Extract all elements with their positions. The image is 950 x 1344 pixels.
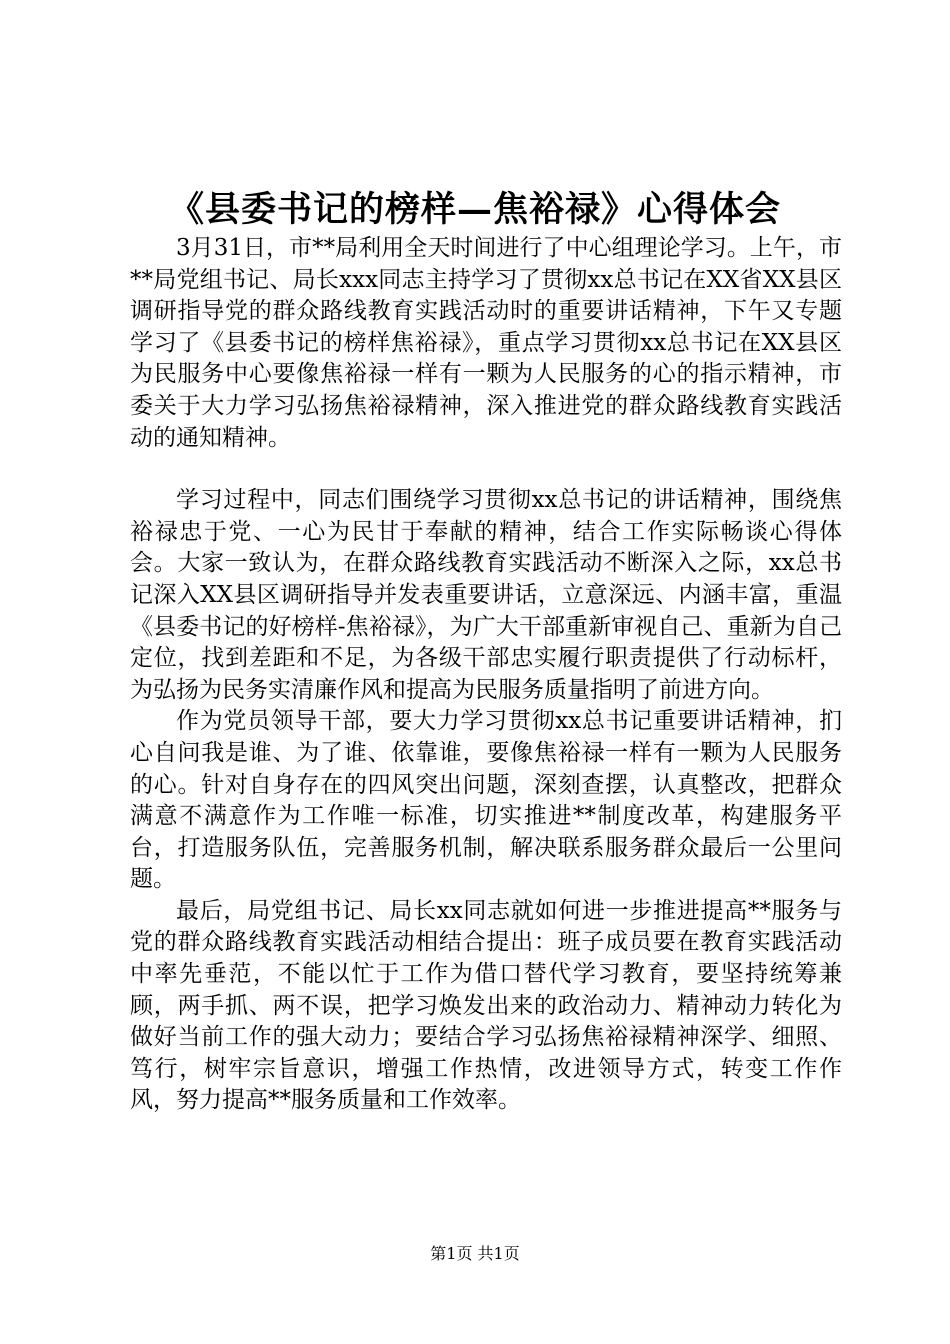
paragraph-4: 最后，局党组书记、局长xx同志就如何进一步推进提高**服务与党的群众路线教育实践活动相结合提出：班子成员要在教育实践活动中率先垂范，不能以忙于工作为借口替代学习教育，要坚持统筹兼顾，两手抓、两不误，把学习焕发出来的政治动力、精神动力转化为做好当前工作的强大动力；要结合学习弘扬焦裕禄精神深学、细照、笃行，树牢宗旨意识，增强工作热情，改进领导方式，转变工作作风，努力提高**服务质量和工作效率。	[130, 897, 842, 1114]
paragraph-1: 3月31日，市**局利用全天时间进行了中心组理论学习。上午，市**局党组书记、局长xxx同志主持学习了贯彻xx总书记在XX省XX县区调研指导党的群众路线教育实践活动时的重要讲话精神，下午又专题学习了《县委书记的榜样焦裕禄》，重点学习贯彻xx总书记在XX县区为民服务中心要像焦裕禄一样有一颗为人民服务的心的指示精神，市委关于大力学习弘扬焦裕禄精神，深入推进党的群众路线教育实践活动的通知精神。	[130, 235, 842, 451]
document-title: 《县委书记的榜样—焦裕禄》心得体会	[168, 189, 781, 230]
document-body	[130, 233, 842, 1117]
paragraph-2: 学习过程中，同志们围绕学习贯彻xx总书记的讲话精神，围绕焦裕禄忠于党、一心为民甘于奉献的精神，结合工作实际畅谈心得体会。大家一致认为，在群众路线教育实践活动不断深入之际，xx总书记深入XX县区调研指导并发表重要讲话，立意深远、内涵丰富，重温《县委书记的好榜样-焦裕禄》，为广大干部重新审视自己、重新为自己定位，找到差距和不足，为各级干部忠实履行职责提供了行动标杆，为弘扬为民务实清廉作风和提高为民服务质量指明了前进方向。	[130, 487, 842, 703]
page-footer: 第1页 共1页	[430, 1244, 520, 1263]
paragraph-3: 作为党员领导干部，要大力学习贯彻xx总书记重要讲话精神，扪心自问我是谁、为了谁、依靠谁，要像焦裕禄一样有一颗为人民服务的心。针对自身存在的四风突出问题，深刻查摆，认真整改，把群众满意不满意作为工作唯一标准，切实推进**制度改革，构建服务平台，打造服务队伍，完善服务机制，解决联系服务群众最后一公里问题。	[130, 708, 842, 893]
